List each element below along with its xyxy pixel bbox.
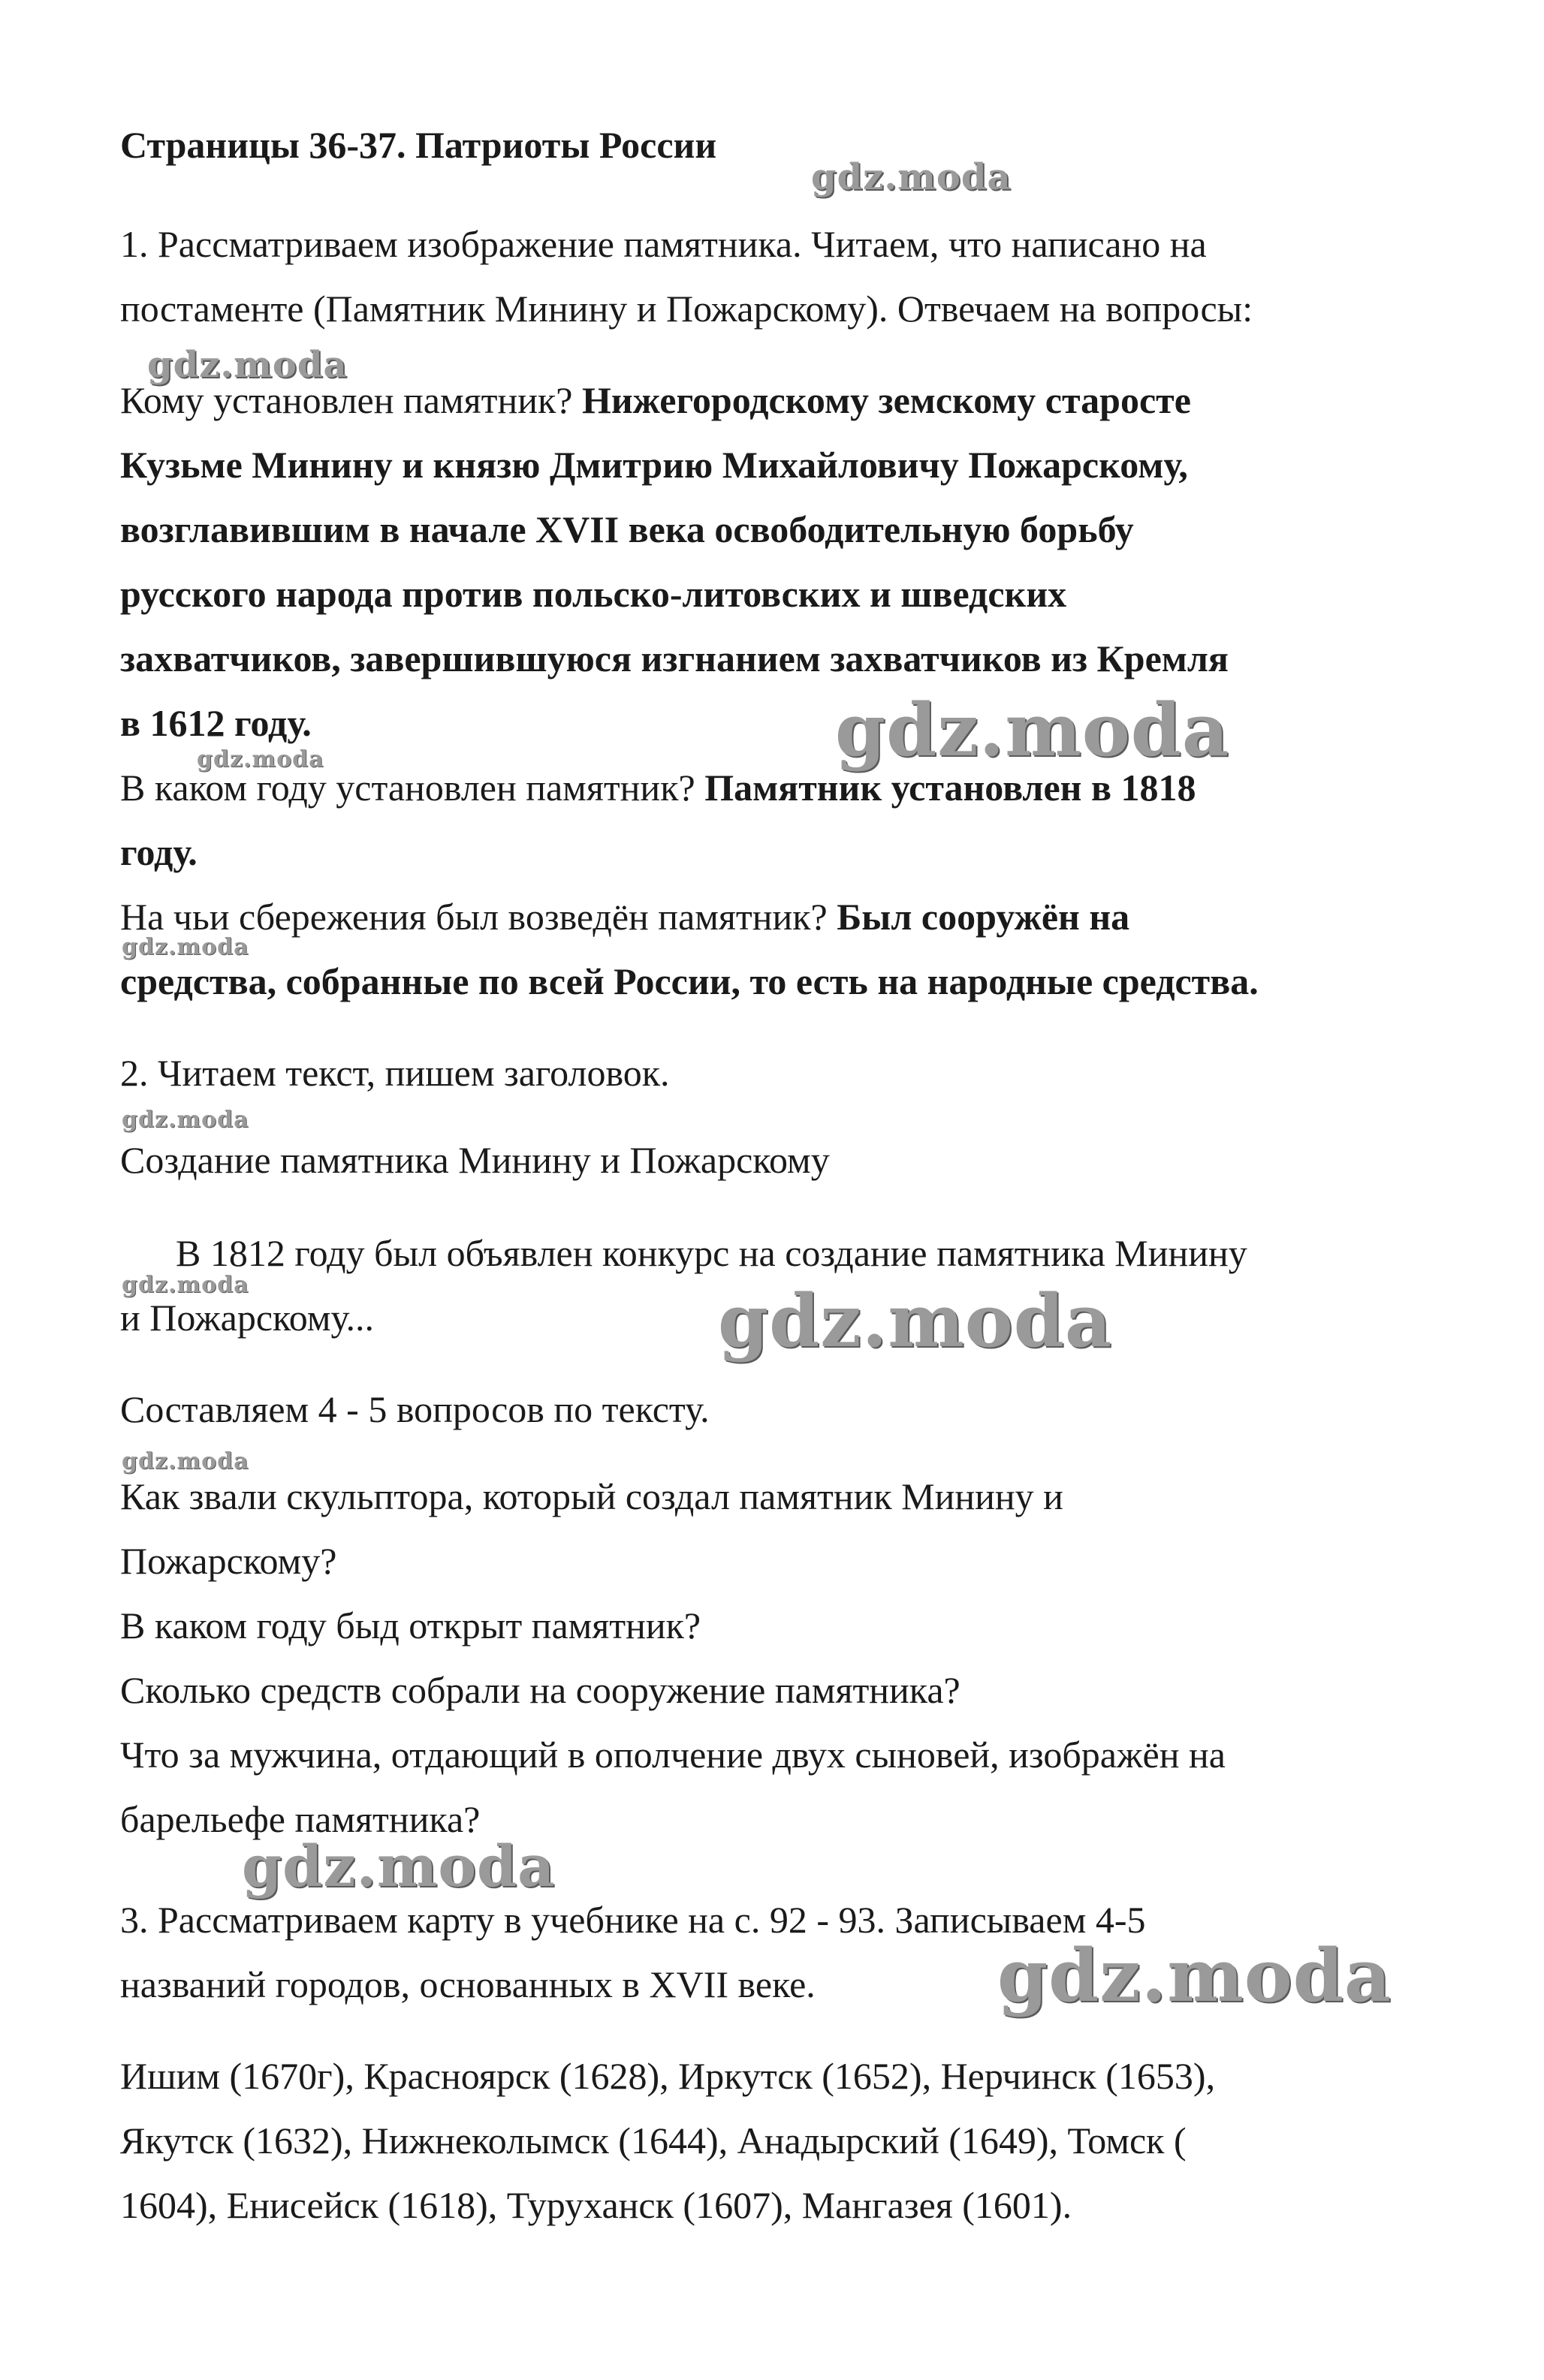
watermark: gdz.moda xyxy=(242,1833,556,1899)
watermark: gdz.moda xyxy=(122,934,249,960)
watermark: gdz.moda xyxy=(835,688,1230,773)
answer-text: в 1612 году. xyxy=(120,702,312,744)
task1-intro: 1. Рассматриваем изображение памятника. Читаем, что написано на xyxy=(120,223,1207,265)
watermark: gdz.moda xyxy=(147,344,348,386)
task2-question: Как звали скульптора, который создал памятник Минину и xyxy=(120,1475,1063,1517)
task3-answer: Ишим (1670г), Красноярск (1628), Иркутск (1652), Нерчинск (1653), xyxy=(120,2055,1216,2097)
watermark: gdz.moda xyxy=(997,1933,1392,2018)
watermark: gdz.moda xyxy=(122,1448,249,1475)
answer-text: захватчиков, завершившуюся изгнанием захватчиков из Кремля xyxy=(120,637,1229,679)
task2-questions-intro: Составляем 4 - 5 вопросов по тексту. xyxy=(120,1388,710,1430)
watermark: gdz.moda xyxy=(122,1272,249,1298)
task2-question: Сколько средств собрали на сооружение памятника? xyxy=(120,1669,960,1711)
task2-question: Пожарскому? xyxy=(120,1540,337,1582)
task1-q2 xyxy=(120,755,1196,820)
watermark: gdz.moda xyxy=(811,156,1012,198)
task2-heading: Создание памятника Минину и Пожарскому xyxy=(120,1139,830,1181)
answer-text: возглавившим в начале XVII века освободительную борьбу xyxy=(120,508,1134,550)
task2-text: В 1812 году был объявлен конкурс на создание памятника Минину xyxy=(176,1232,1247,1274)
task2-question: барельефе памятника? xyxy=(120,1798,481,1840)
task2-question: Что за мужчина, отдающий в ополчение двух сыновей, изображён на xyxy=(120,1734,1226,1776)
watermark: gdz.moda xyxy=(122,1107,249,1133)
question-text: В каком году установлен памятник? xyxy=(120,767,705,809)
question-text: Кому установлен памятник? xyxy=(120,379,582,421)
task3-intro: 3. Рассматриваем карту в учебнике на с. 92 - 93. Записываем 4-5 xyxy=(120,1899,1146,1941)
answer-text: Был сооружён на xyxy=(837,896,1130,938)
watermark: gdz.moda xyxy=(718,1279,1113,1363)
page-title: Страницы 36-37. Патриоты России xyxy=(120,124,717,166)
answer-text: Памятник установлен в 1818 xyxy=(704,767,1196,809)
task2-intro: 2. Читаем текст, пишем заголовок. xyxy=(120,1052,670,1094)
task1-q3 xyxy=(120,884,1129,949)
task3-intro: названий городов, основанных в XVII веке. xyxy=(120,1963,816,2005)
task1-q1 xyxy=(120,368,1191,432)
task3-answer: Якутск (1632), Нижнеколымск (1644), Анадырский (1649), Томск ( xyxy=(120,2119,1187,2162)
task2-text: и Пожарскому... xyxy=(120,1297,374,1339)
question-text: На чьи сбережения был возведён памятник? xyxy=(120,896,837,938)
watermark: gdz.moda xyxy=(197,746,324,773)
answer-text: Кузьме Минину и князю Дмитрию Михайловичу Пожарскому, xyxy=(120,444,1188,486)
answer-text: русского народа против польско-литовских и шведских xyxy=(120,573,1067,615)
answer-text: году. xyxy=(120,831,198,873)
task3-answer: 1604), Енисейск (1618), Туруханск (1607), Мангазея (1601). xyxy=(120,2184,1072,2226)
task1-intro: постаменте (Памятник Минину и Пожарскому). Отвечаем на вопросы: xyxy=(120,288,1253,330)
answer-text: средства, собранные по всей России, то есть на народные средства. xyxy=(120,960,1259,1002)
task2-question: В каком году быд открыт памятник? xyxy=(120,1604,701,1646)
answer-text: Нижегородскому земскому старосте xyxy=(581,379,1191,421)
